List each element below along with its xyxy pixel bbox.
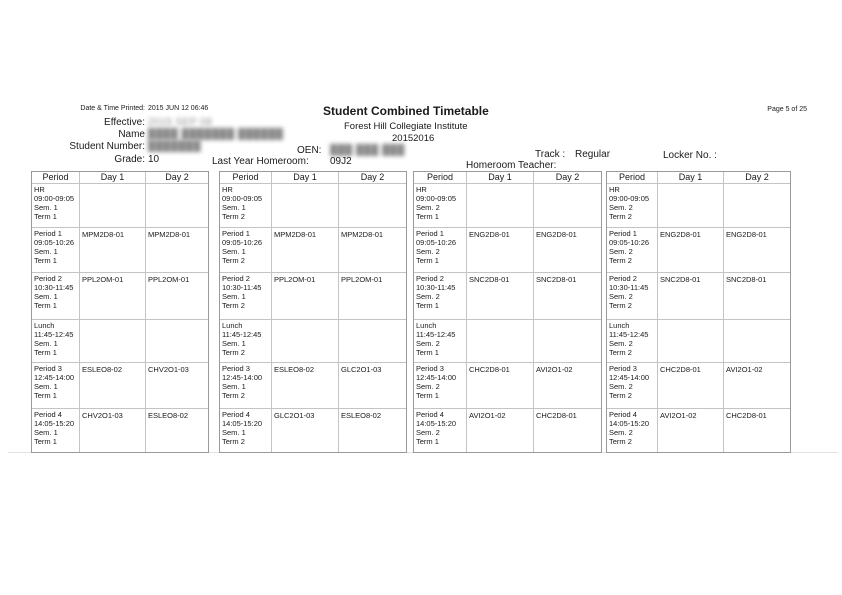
period-cell bbox=[220, 184, 271, 227]
day2-course-cell bbox=[533, 320, 601, 362]
period-sem: Sem. 2 bbox=[416, 339, 440, 348]
day1-course-cell bbox=[657, 320, 723, 362]
period-time: 09:00-09:05 bbox=[416, 194, 457, 203]
period-time: 09:00-09:05 bbox=[34, 194, 75, 203]
track-value: Regular bbox=[575, 149, 611, 160]
last-homeroom-label: Last Year Homeroom: bbox=[212, 156, 309, 167]
day1-course-cell: PPL2OM-01 bbox=[271, 273, 338, 319]
table-row bbox=[414, 362, 601, 408]
period-name: Lunch bbox=[609, 321, 630, 330]
period-name: Lunch bbox=[416, 321, 437, 330]
day1-course-cell: ESLEO8-02 bbox=[79, 363, 145, 408]
period-term: Term 2 bbox=[222, 212, 245, 221]
student-number-label: Student Number: bbox=[69, 141, 145, 152]
period-cell bbox=[32, 228, 79, 272]
period-sem: Sem. 2 bbox=[609, 247, 633, 256]
day1-course-cell bbox=[79, 184, 145, 227]
table-row bbox=[414, 227, 601, 272]
day1-course-cell: CHC2D8-01 bbox=[657, 363, 723, 408]
period-cell bbox=[414, 409, 466, 452]
day2-course-cell bbox=[723, 184, 790, 227]
table-row bbox=[32, 362, 208, 408]
period-cell bbox=[220, 273, 271, 319]
col-header-day2: Day 2 bbox=[723, 172, 790, 183]
period-sem: Sem. 1 bbox=[222, 382, 246, 391]
day2-course-cell: SNC2D8-01 bbox=[533, 273, 601, 319]
period-cell bbox=[32, 409, 79, 452]
col-header-day2: Day 2 bbox=[338, 172, 406, 183]
student-name: ████ ███████ ██████ bbox=[148, 129, 284, 140]
period-cell bbox=[32, 273, 79, 319]
printed-value: 2015 JUN 12 06:46 bbox=[148, 105, 209, 112]
day2-course-cell bbox=[533, 184, 601, 227]
timetable-block-sem2-term2 bbox=[606, 171, 791, 453]
day1-course-cell: SNC2D8-01 bbox=[466, 273, 533, 319]
col-header-day1: Day 1 bbox=[466, 172, 533, 183]
period-time: 12:45-14:00 bbox=[34, 373, 75, 382]
table-row bbox=[220, 408, 406, 452]
period-name: Period 1 bbox=[609, 229, 637, 238]
day2-course-cell: GLC2O1-03 bbox=[338, 363, 406, 408]
period-sem: Sem. 1 bbox=[34, 339, 58, 348]
day1-course-cell: SNC2D8-01 bbox=[657, 273, 723, 319]
timetable-block-sem2-term1 bbox=[413, 171, 602, 453]
period-name: Period 2 bbox=[416, 274, 444, 283]
table-row bbox=[220, 183, 406, 227]
period-cell bbox=[414, 273, 466, 319]
period-cell bbox=[414, 320, 466, 362]
period-name: Period 1 bbox=[222, 229, 250, 238]
page-title: Student Combined Timetable bbox=[323, 104, 489, 118]
period-name: Lunch bbox=[34, 321, 55, 330]
day1-course-cell bbox=[79, 320, 145, 362]
period-cell bbox=[220, 228, 271, 272]
header-row bbox=[220, 172, 406, 183]
effective-label: Effective: bbox=[104, 117, 145, 128]
period-term: Term 1 bbox=[34, 256, 57, 265]
period-term: Term 1 bbox=[416, 391, 439, 400]
day2-course-cell: MPM2D8-01 bbox=[338, 228, 406, 272]
period-cell bbox=[220, 363, 271, 408]
period-cell bbox=[32, 320, 79, 362]
last-homeroom-value: 09J2 bbox=[330, 156, 352, 167]
period-sem: Sem. 1 bbox=[222, 247, 246, 256]
day1-course-cell: AVI2O1-02 bbox=[466, 409, 533, 452]
period-sem: Sem. 2 bbox=[609, 292, 633, 301]
period-time: 14:05-15:20 bbox=[609, 419, 650, 428]
day1-course-cell: ENG2D8-01 bbox=[657, 228, 723, 272]
period-sem: Sem. 1 bbox=[34, 428, 58, 437]
period-term: Term 2 bbox=[609, 256, 632, 265]
day1-course-cell bbox=[466, 320, 533, 362]
table-row bbox=[414, 319, 601, 362]
period-sem: Sem. 1 bbox=[34, 203, 58, 212]
period-name: Period 3 bbox=[609, 364, 637, 373]
period-term: Term 2 bbox=[609, 391, 632, 400]
period-term: Term 2 bbox=[222, 391, 245, 400]
table-row bbox=[220, 272, 406, 319]
period-sem: Sem. 1 bbox=[222, 428, 246, 437]
period-sem: Sem. 2 bbox=[416, 247, 440, 256]
period-time: 11:45-12:45 bbox=[609, 330, 649, 339]
period-sem: Sem. 1 bbox=[222, 292, 246, 301]
period-term: Term 2 bbox=[609, 348, 632, 357]
period-sem: Sem. 1 bbox=[34, 382, 58, 391]
day2-course-cell: ESLEO8-02 bbox=[338, 409, 406, 452]
timetable-block-sem1-term1 bbox=[31, 171, 209, 453]
period-sem: Sem. 2 bbox=[609, 339, 633, 348]
track-label: Track : bbox=[535, 149, 566, 160]
timetable-block-sem1-term2 bbox=[219, 171, 407, 453]
period-name: Period 4 bbox=[609, 410, 637, 419]
header-row bbox=[414, 172, 601, 183]
day1-course-cell: PPL2OM-01 bbox=[79, 273, 145, 319]
period-time: 11:45-12:45 bbox=[34, 330, 74, 339]
period-sem: Sem. 2 bbox=[609, 382, 633, 391]
period-sem: Sem. 2 bbox=[416, 292, 440, 301]
period-name: Period 3 bbox=[416, 364, 444, 373]
day1-course-cell: MPM2D8-01 bbox=[79, 228, 145, 272]
period-term: Term 1 bbox=[34, 437, 57, 446]
period-name: HR bbox=[609, 185, 620, 194]
period-name: Lunch bbox=[222, 321, 243, 330]
period-cell bbox=[607, 273, 657, 319]
period-term: Term 2 bbox=[222, 437, 245, 446]
school-name: Forest Hill Collegiate Institute bbox=[344, 121, 468, 132]
table-row bbox=[607, 272, 790, 319]
period-time: 11:45-12:45 bbox=[416, 330, 456, 339]
period-time: 10:30-11:45 bbox=[222, 283, 262, 292]
table-row bbox=[414, 272, 601, 319]
day1-course-cell: GLC2O1-03 bbox=[271, 409, 338, 452]
table-row bbox=[414, 183, 601, 227]
day1-course-cell bbox=[271, 320, 338, 362]
table-row bbox=[220, 362, 406, 408]
day1-course-cell bbox=[657, 184, 723, 227]
table-row bbox=[607, 227, 790, 272]
period-time: 10:30-11:45 bbox=[609, 283, 649, 292]
day1-course-cell: CHV2O1-03 bbox=[79, 409, 145, 452]
day2-course-cell: CHC2D8-01 bbox=[533, 409, 601, 452]
period-cell bbox=[414, 184, 466, 227]
period-cell bbox=[220, 320, 271, 362]
period-time: 11:45-12:45 bbox=[222, 330, 262, 339]
day2-course-cell: AVI2O1-02 bbox=[533, 363, 601, 408]
table-row bbox=[32, 183, 208, 227]
period-cell bbox=[607, 184, 657, 227]
period-cell bbox=[220, 409, 271, 452]
day2-course-cell: CHC2D8-01 bbox=[723, 409, 790, 452]
day2-course-cell: CHV2O1-03 bbox=[145, 363, 208, 408]
period-name: Period 4 bbox=[222, 410, 250, 419]
period-sem: Sem. 2 bbox=[416, 203, 440, 212]
table-row bbox=[607, 319, 790, 362]
period-name: Period 3 bbox=[222, 364, 250, 373]
table-row bbox=[607, 408, 790, 452]
day1-course-cell: AVI2O1-02 bbox=[657, 409, 723, 452]
period-term: Term 1 bbox=[416, 437, 439, 446]
col-header-period: Period bbox=[426, 172, 453, 182]
period-term: Term 1 bbox=[416, 212, 439, 221]
period-term: Term 1 bbox=[34, 348, 57, 357]
col-header-period: Period bbox=[42, 172, 69, 182]
period-term: Term 2 bbox=[222, 256, 245, 265]
table-row bbox=[607, 183, 790, 227]
period-sem: Sem. 1 bbox=[34, 292, 58, 301]
header-row bbox=[32, 172, 208, 183]
table-row bbox=[607, 362, 790, 408]
student-number-value: ███████ bbox=[148, 141, 202, 152]
period-term: Term 1 bbox=[416, 256, 439, 265]
day2-course-cell: AVI2O1-02 bbox=[723, 363, 790, 408]
period-cell bbox=[607, 228, 657, 272]
period-term: Term 1 bbox=[34, 391, 57, 400]
period-cell bbox=[607, 320, 657, 362]
period-term: Term 1 bbox=[34, 212, 57, 221]
table-row bbox=[32, 272, 208, 319]
period-time: 09:05-10:26 bbox=[222, 238, 263, 247]
day2-course-cell: SNC2D8-01 bbox=[723, 273, 790, 319]
period-term: Term 1 bbox=[416, 348, 439, 357]
col-header-period: Period bbox=[232, 172, 259, 182]
day1-course-cell: MPM2D8-01 bbox=[271, 228, 338, 272]
day1-course-cell: ESLEO8-02 bbox=[271, 363, 338, 408]
col-header-day2: Day 2 bbox=[145, 172, 208, 183]
period-time: 12:45-14:00 bbox=[222, 373, 263, 382]
period-name: Period 1 bbox=[34, 229, 62, 238]
period-term: Term 2 bbox=[609, 301, 632, 310]
period-time: 09:00-09:05 bbox=[222, 194, 263, 203]
period-time: 14:05-15:20 bbox=[34, 419, 75, 428]
day2-course-cell bbox=[723, 320, 790, 362]
day1-course-cell bbox=[271, 184, 338, 227]
table-row bbox=[32, 227, 208, 272]
table-row bbox=[414, 408, 601, 452]
day1-course-cell: CHC2D8-01 bbox=[466, 363, 533, 408]
table-row bbox=[220, 319, 406, 362]
school-year: 20152016 bbox=[392, 133, 435, 144]
period-term: Term 2 bbox=[222, 348, 245, 357]
period-cell bbox=[414, 363, 466, 408]
period-cell bbox=[32, 363, 79, 408]
period-sem: Sem. 2 bbox=[416, 428, 440, 437]
day2-course-cell: ENG2D8-01 bbox=[723, 228, 790, 272]
table-row bbox=[32, 319, 208, 362]
oen-value: ███ ███ ███ bbox=[330, 145, 405, 156]
period-name: HR bbox=[222, 185, 233, 194]
day1-course-cell: ENG2D8-01 bbox=[466, 228, 533, 272]
day2-course-cell bbox=[338, 320, 406, 362]
period-cell bbox=[32, 184, 79, 227]
period-term: Term 2 bbox=[609, 437, 632, 446]
table-row bbox=[32, 408, 208, 452]
col-header-day2: Day 2 bbox=[533, 172, 601, 183]
oen-label: OEN: bbox=[297, 145, 322, 156]
period-name: HR bbox=[416, 185, 427, 194]
day2-course-cell bbox=[145, 184, 208, 227]
effective-value: 2015 SEP 08 bbox=[148, 117, 213, 128]
period-time: 09:05-10:26 bbox=[609, 238, 650, 247]
grade-value: 10 bbox=[148, 154, 160, 165]
period-sem: Sem. 2 bbox=[416, 382, 440, 391]
period-time: 09:00-09:05 bbox=[609, 194, 650, 203]
period-cell bbox=[607, 409, 657, 452]
locker-label: Locker No. : bbox=[663, 150, 717, 161]
period-name: Period 2 bbox=[34, 274, 62, 283]
period-cell bbox=[414, 228, 466, 272]
period-name: Period 3 bbox=[34, 364, 62, 373]
period-term: Term 2 bbox=[222, 301, 245, 310]
period-sem: Sem. 1 bbox=[34, 247, 58, 256]
day1-course-cell bbox=[466, 184, 533, 227]
period-time: 14:05-15:20 bbox=[416, 419, 457, 428]
day2-course-cell: MPM2D8-01 bbox=[145, 228, 208, 272]
day2-course-cell: PPL2OM-01 bbox=[145, 273, 208, 319]
period-sem: Sem. 1 bbox=[222, 339, 246, 348]
period-name: Period 2 bbox=[609, 274, 637, 283]
day2-course-cell bbox=[338, 184, 406, 227]
col-header-day1: Day 1 bbox=[657, 172, 723, 183]
period-name: Period 4 bbox=[34, 410, 62, 419]
day2-course-cell bbox=[145, 320, 208, 362]
period-time: 14:05-15:20 bbox=[222, 419, 263, 428]
col-header-day1: Day 1 bbox=[79, 172, 145, 183]
grade-label: Grade: bbox=[114, 154, 145, 165]
day2-course-cell: PPL2OM-01 bbox=[338, 273, 406, 319]
period-term: Term 1 bbox=[34, 301, 57, 310]
day2-course-cell: ESLEO8-02 bbox=[145, 409, 208, 452]
period-name: HR bbox=[34, 185, 45, 194]
period-sem: Sem. 2 bbox=[609, 203, 633, 212]
period-time: 12:45-14:00 bbox=[609, 373, 650, 382]
period-name: Period 1 bbox=[416, 229, 444, 238]
period-cell bbox=[607, 363, 657, 408]
col-header-day1: Day 1 bbox=[271, 172, 338, 183]
header-row bbox=[607, 172, 790, 183]
period-time: 09:05-10:26 bbox=[34, 238, 75, 247]
name-label: Name bbox=[118, 129, 145, 140]
table-row bbox=[220, 227, 406, 272]
printed-label: Date & Time Printed: bbox=[80, 105, 145, 112]
period-name: Period 2 bbox=[222, 274, 250, 283]
period-term: Term 2 bbox=[609, 212, 632, 221]
period-sem: Sem. 1 bbox=[222, 203, 246, 212]
col-header-period: Period bbox=[618, 172, 645, 182]
day2-course-cell: ENG2D8-01 bbox=[533, 228, 601, 272]
homeroom-teacher-label: Homeroom Teacher: bbox=[466, 160, 557, 171]
page-number: Page 5 of 25 bbox=[767, 106, 807, 113]
period-term: Term 1 bbox=[416, 301, 439, 310]
period-time: 09:05-10:26 bbox=[416, 238, 457, 247]
period-time: 10:30-11:45 bbox=[416, 283, 456, 292]
period-time: 10:30-11:45 bbox=[34, 283, 74, 292]
period-sem: Sem. 2 bbox=[609, 428, 633, 437]
period-time: 12:45-14:00 bbox=[416, 373, 457, 382]
period-name: Period 4 bbox=[416, 410, 444, 419]
